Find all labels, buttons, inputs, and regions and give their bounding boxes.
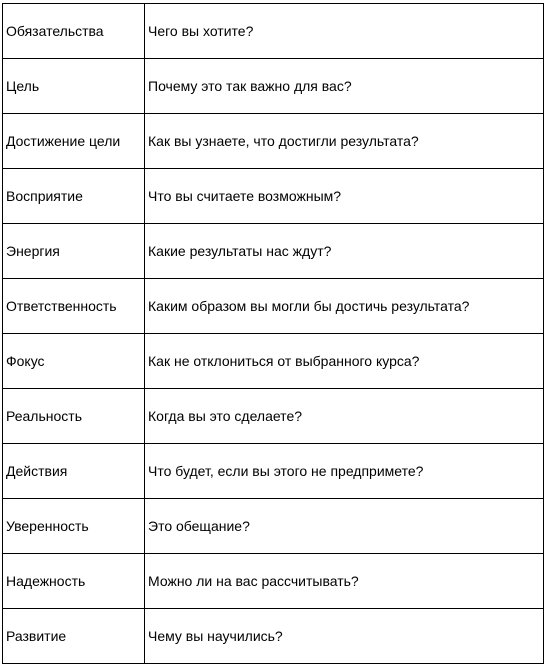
question-cell: Почему это так важно для вас? bbox=[145, 59, 544, 114]
table-row bbox=[3, 224, 544, 279]
question-cell: Каким образом вы могли бы достичь результата? bbox=[145, 279, 544, 334]
question-cell: Как не отклониться от выбранного курса? bbox=[145, 334, 544, 389]
term-cell: Обязательства bbox=[3, 4, 145, 59]
term-cell: Действия bbox=[3, 444, 145, 499]
table-row bbox=[3, 444, 544, 499]
term-cell: Ответственность bbox=[3, 279, 145, 334]
term-cell: Надежность bbox=[3, 554, 145, 609]
question-cell: Когда вы это сделаете? bbox=[145, 389, 544, 444]
term-cell: Цель bbox=[3, 59, 145, 114]
question-cell: Это обещание? bbox=[145, 499, 544, 554]
questions-table bbox=[2, 3, 544, 664]
term-cell: Развитие bbox=[3, 609, 145, 664]
term-cell: Энергия bbox=[3, 224, 145, 279]
question-cell: Чего вы хотите? bbox=[145, 4, 544, 59]
term-cell: Достижение цели bbox=[3, 114, 145, 169]
table-row bbox=[3, 279, 544, 334]
question-cell: Как вы узнаете, что достигли результата? bbox=[145, 114, 544, 169]
table-row bbox=[3, 609, 544, 664]
question-cell: Можно ли на вас рассчитывать? bbox=[145, 554, 544, 609]
table-row bbox=[3, 169, 544, 224]
term-cell: Восприятие bbox=[3, 169, 145, 224]
question-cell: Что будет, если вы этого не предпримете? bbox=[145, 444, 544, 499]
table-row bbox=[3, 114, 544, 169]
question-cell: Чему вы научились? bbox=[145, 609, 544, 664]
table-row bbox=[3, 389, 544, 444]
questions-table-body bbox=[3, 4, 544, 664]
table-row bbox=[3, 334, 544, 389]
table-row bbox=[3, 4, 544, 59]
question-cell: Что вы считаете возможным? bbox=[145, 169, 544, 224]
question-cell: Какие результаты нас ждут? bbox=[145, 224, 544, 279]
term-cell: Уверенность bbox=[3, 499, 145, 554]
table-row bbox=[3, 59, 544, 114]
table-row bbox=[3, 499, 544, 554]
term-cell: Реальность bbox=[3, 389, 145, 444]
table-row bbox=[3, 554, 544, 609]
term-cell: Фокус bbox=[3, 334, 145, 389]
